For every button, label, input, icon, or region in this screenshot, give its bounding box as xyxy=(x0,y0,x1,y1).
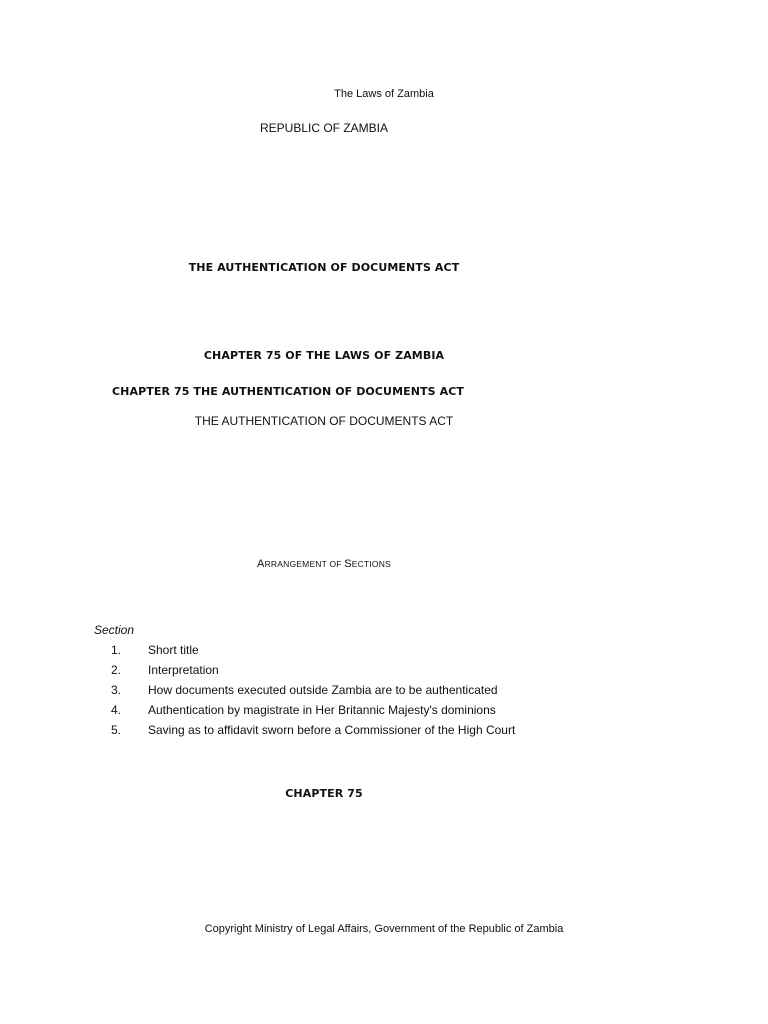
section-number: 3. xyxy=(110,683,121,697)
list-item xyxy=(0,683,768,703)
section-title: Saving as to affidavit sworn before a Commissioner of the High Court xyxy=(148,723,516,737)
list-item xyxy=(0,703,768,723)
arrangement-a-initial: A xyxy=(257,558,265,570)
copyright-footer: Copyright Ministry of Legal Affairs, Government of the Republic of Zambia xyxy=(204,923,564,935)
section-title: Interpretation xyxy=(148,663,219,677)
section-title: Authentication by magistrate in Her Britannic Majesty's dominions xyxy=(148,703,496,717)
arrangement-a-rest: RRANGEMENT OF xyxy=(264,559,345,569)
arrangement-heading xyxy=(257,558,391,570)
sections-list xyxy=(0,643,768,743)
section-title: How documents executed outside Zambia are to be authenticated xyxy=(148,683,498,697)
section-column-label: Section xyxy=(94,623,135,637)
list-item xyxy=(0,723,768,743)
republic-heading: REPUBLIC OF ZAMBIA xyxy=(259,121,389,135)
section-number: 1. xyxy=(110,643,121,657)
arrangement-s-initial: S xyxy=(344,558,352,570)
chapter-heading: CHAPTER 75 xyxy=(285,787,363,800)
act-title-plain: THE AUTHENTICATION OF DOCUMENTS ACT xyxy=(194,414,454,428)
chapter-of-laws-heading: CHAPTER 75 OF THE LAWS OF ZAMBIA xyxy=(203,349,445,362)
running-header: The Laws of Zambia xyxy=(334,88,434,100)
section-number: 5. xyxy=(110,723,121,737)
chapter-act-heading: CHAPTER 75 THE AUTHENTICATION OF DOCUMENTS ACT xyxy=(111,385,465,398)
act-title: THE AUTHENTICATION OF DOCUMENTS ACT xyxy=(188,261,460,274)
section-title: Short title xyxy=(148,643,199,657)
section-number: 4. xyxy=(110,703,121,717)
arrangement-s-rest: ECTIONS xyxy=(351,559,391,569)
list-item xyxy=(0,663,768,683)
list-item xyxy=(0,643,768,663)
section-number: 2. xyxy=(110,663,121,677)
